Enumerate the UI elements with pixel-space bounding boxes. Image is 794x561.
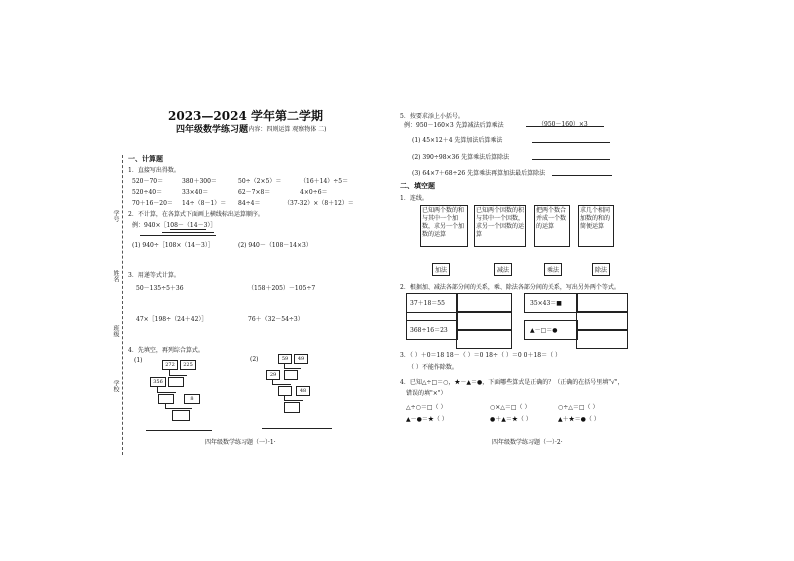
tree2-box-result bbox=[284, 402, 300, 413]
connect-box-2[interactable]: 已知两个因数的积与其中一个因数，求另一个因数的运算 bbox=[474, 205, 526, 247]
tree1-box-b: 225 bbox=[180, 360, 196, 370]
tree1-box-f: 8 bbox=[184, 394, 200, 404]
op-subtract[interactable]: 减法 bbox=[494, 263, 512, 276]
tree2-box-b: 49 bbox=[294, 354, 308, 364]
op-multiply[interactable]: 乘法 bbox=[544, 263, 562, 276]
q4-fill: 4．已知△÷□＝○，★－▲＝●，下面哪些算式是正确的？（正确的在括号里填"√"， bbox=[400, 379, 624, 386]
section-calc: 一、计算题 bbox=[128, 154, 163, 163]
mental-r3c2: 14÷（8－1）＝ bbox=[182, 200, 227, 207]
q1-instruction: 1．直接写出得数。 bbox=[128, 167, 180, 174]
q5-answer-line-2 bbox=[532, 159, 610, 160]
q5-example: 例：950－160×3 先算减法后算乘法 bbox=[404, 122, 504, 129]
q5-item-3: (3) 64×7＋68÷26 先算乘法再算加法最后算除法 bbox=[412, 170, 546, 177]
mental-r3c1: 70＋16－20＝ bbox=[132, 200, 173, 207]
example-underline-1 bbox=[170, 229, 206, 230]
tree1-box-c: 356 bbox=[150, 377, 166, 387]
table1-blank-3[interactable] bbox=[456, 329, 512, 349]
table2-blank-3[interactable] bbox=[576, 329, 628, 349]
tree2-box-f: 48 bbox=[296, 386, 310, 396]
q5-item-1: (1) 45×12＋4 先算加法后算乘法 bbox=[412, 137, 503, 144]
table2-blank-1[interactable] bbox=[576, 293, 628, 313]
q2-item-2: (2) 940－（108－14×3） bbox=[238, 242, 312, 249]
op-divide[interactable]: 除法 bbox=[592, 263, 610, 276]
table1-blank-2[interactable] bbox=[456, 311, 512, 331]
table1-eq-2: 368÷16＝23 bbox=[410, 327, 448, 334]
q4-label-2: (2) bbox=[250, 356, 259, 363]
mental-r1c2: 380＋300＝ bbox=[182, 178, 217, 185]
tree2-connector-1 bbox=[284, 363, 301, 369]
q4-label-1: (1) bbox=[134, 357, 143, 364]
binding-line bbox=[122, 155, 123, 455]
q4-r1-c1: △÷○＝□（ ） bbox=[406, 404, 447, 411]
side-label-class: 班级 bbox=[112, 325, 119, 337]
table1-blank-1[interactable] bbox=[456, 293, 512, 313]
example-underline-3 bbox=[140, 235, 216, 236]
q2-example: 例：940×［108－（14－3）］ bbox=[132, 222, 217, 229]
tree2-answer-line bbox=[262, 428, 332, 429]
mental-r2c2: 33×40＝ bbox=[182, 189, 209, 196]
q5-answer-line-0 bbox=[526, 126, 604, 127]
tree2-connector-3 bbox=[284, 395, 303, 401]
q3-item-3: 47×［198÷（24＋42）］ bbox=[136, 316, 208, 323]
tree2-connector-2 bbox=[272, 379, 291, 385]
table2-eq-1: 35×43＝■ bbox=[530, 300, 562, 307]
side-label-id: 学号 bbox=[112, 210, 119, 222]
mental-r1c1: 520－70＝ bbox=[132, 178, 164, 185]
tree1-box-a: 272 bbox=[162, 360, 178, 370]
table2-eq-2: ▲－□＝● bbox=[530, 327, 558, 334]
tree1-connector-3 bbox=[165, 403, 192, 409]
tree1-answer-line bbox=[146, 430, 212, 431]
q3-instruction: 3．用递等式计算。 bbox=[128, 272, 180, 279]
q5-answer-line-1 bbox=[532, 142, 610, 143]
table1-eq-1: 37＋18＝55 bbox=[410, 300, 445, 307]
q4-r1-c3: ○÷△＝□（ ） bbox=[558, 404, 599, 411]
q4-r1-c2: ○×△＝□（ ） bbox=[490, 404, 531, 411]
mental-r2c1: 520÷40＝ bbox=[132, 189, 163, 196]
q4-r2-c1: ▲－●＝★（ ） bbox=[406, 416, 448, 423]
right-footer: 四年级数学练习题（一）·2· bbox=[492, 439, 563, 446]
left-footer: 四年级数学练习题（一）·1· bbox=[205, 439, 276, 446]
mental-r1c4: （16＋14）÷5＝ bbox=[300, 178, 349, 185]
q3-fill: 3．（ ）＋0＝18 18－（ ）＝0 18÷（ ）＝0 0＋18＝（ ） bbox=[400, 352, 562, 359]
connect-box-3[interactable]: 把两个数合并成一个数的运算 bbox=[534, 205, 570, 247]
q2-fill-instruction: 2．根据加、减法各部分间的关系，乘、除法各部分间的关系，写出另外两个等式。 bbox=[400, 284, 620, 291]
tree1-connector-1 bbox=[169, 369, 187, 376]
q4-instruction: 4．先填空，再列综合算式。 bbox=[128, 347, 204, 354]
tree1-box-result bbox=[172, 410, 190, 421]
table2-blank-2[interactable] bbox=[576, 311, 628, 331]
tree2-box-a: 59 bbox=[278, 354, 292, 364]
q4-fill-b: 错误的填"×"） bbox=[406, 390, 447, 397]
tree1-connector-2 bbox=[157, 386, 176, 393]
q3-item-4: 76＋（32－54÷3） bbox=[248, 316, 304, 323]
example-underline-2 bbox=[162, 232, 214, 233]
side-label-name: 姓名 bbox=[112, 270, 119, 282]
q5-example-answer: （950－160）×3 bbox=[538, 121, 588, 128]
q4-r2-c2: ●＋▲＝★（ ） bbox=[490, 416, 532, 423]
q3-item-2: （158＋205）－105÷7 bbox=[248, 285, 316, 292]
mental-r2c4: 4×0÷6＝ bbox=[300, 189, 328, 196]
q2-item-1: (1) 940÷［108×（14－3）］ bbox=[132, 242, 214, 249]
q5-answer-line-3 bbox=[552, 175, 612, 176]
q3-fill-b: （ ）不能作除数。 bbox=[408, 364, 458, 371]
mental-r2c3: 62－7×8＝ bbox=[238, 189, 271, 196]
connect-box-1[interactable]: 已知两个数的和与其中一个加数，求另一个加数的运算 bbox=[420, 205, 468, 247]
tree2-box-c: 29 bbox=[266, 370, 280, 380]
mental-r3c3: 84÷4＝ bbox=[238, 200, 261, 207]
page-subtitle-note: (内容：四则运算 观察物体 二) bbox=[246, 126, 327, 133]
connect-instruction: 1．连线。 bbox=[400, 195, 428, 202]
mental-r1c3: 50÷（2×5）＝ bbox=[238, 178, 282, 185]
connect-box-4[interactable]: 求几个相同加数的和的简便运算 bbox=[578, 205, 614, 247]
side-label-school: 学校 bbox=[112, 380, 119, 392]
q5-item-2: (2) 390÷98×36 先算乘法后算除法 bbox=[412, 154, 510, 161]
q2-instruction: 2．不计算，在各算式下面画上横线标出运算顺序。 bbox=[128, 211, 264, 218]
page-title: 2023—2024 学年第二学期 bbox=[168, 109, 323, 123]
q5-instruction: 5．按要求添上小括号。 bbox=[400, 113, 464, 120]
page-subtitle: 四年级数学练习题 bbox=[176, 125, 249, 135]
q4-r2-c3: ▲＋★＝●（ ） bbox=[558, 416, 600, 423]
section-fill: 二、填空题 bbox=[400, 181, 435, 190]
mental-r3c4: （37-32）×（8＋12）＝ bbox=[284, 200, 354, 207]
op-add[interactable]: 加法 bbox=[432, 263, 450, 276]
q3-item-1: 50－135÷5＋36 bbox=[136, 285, 184, 292]
